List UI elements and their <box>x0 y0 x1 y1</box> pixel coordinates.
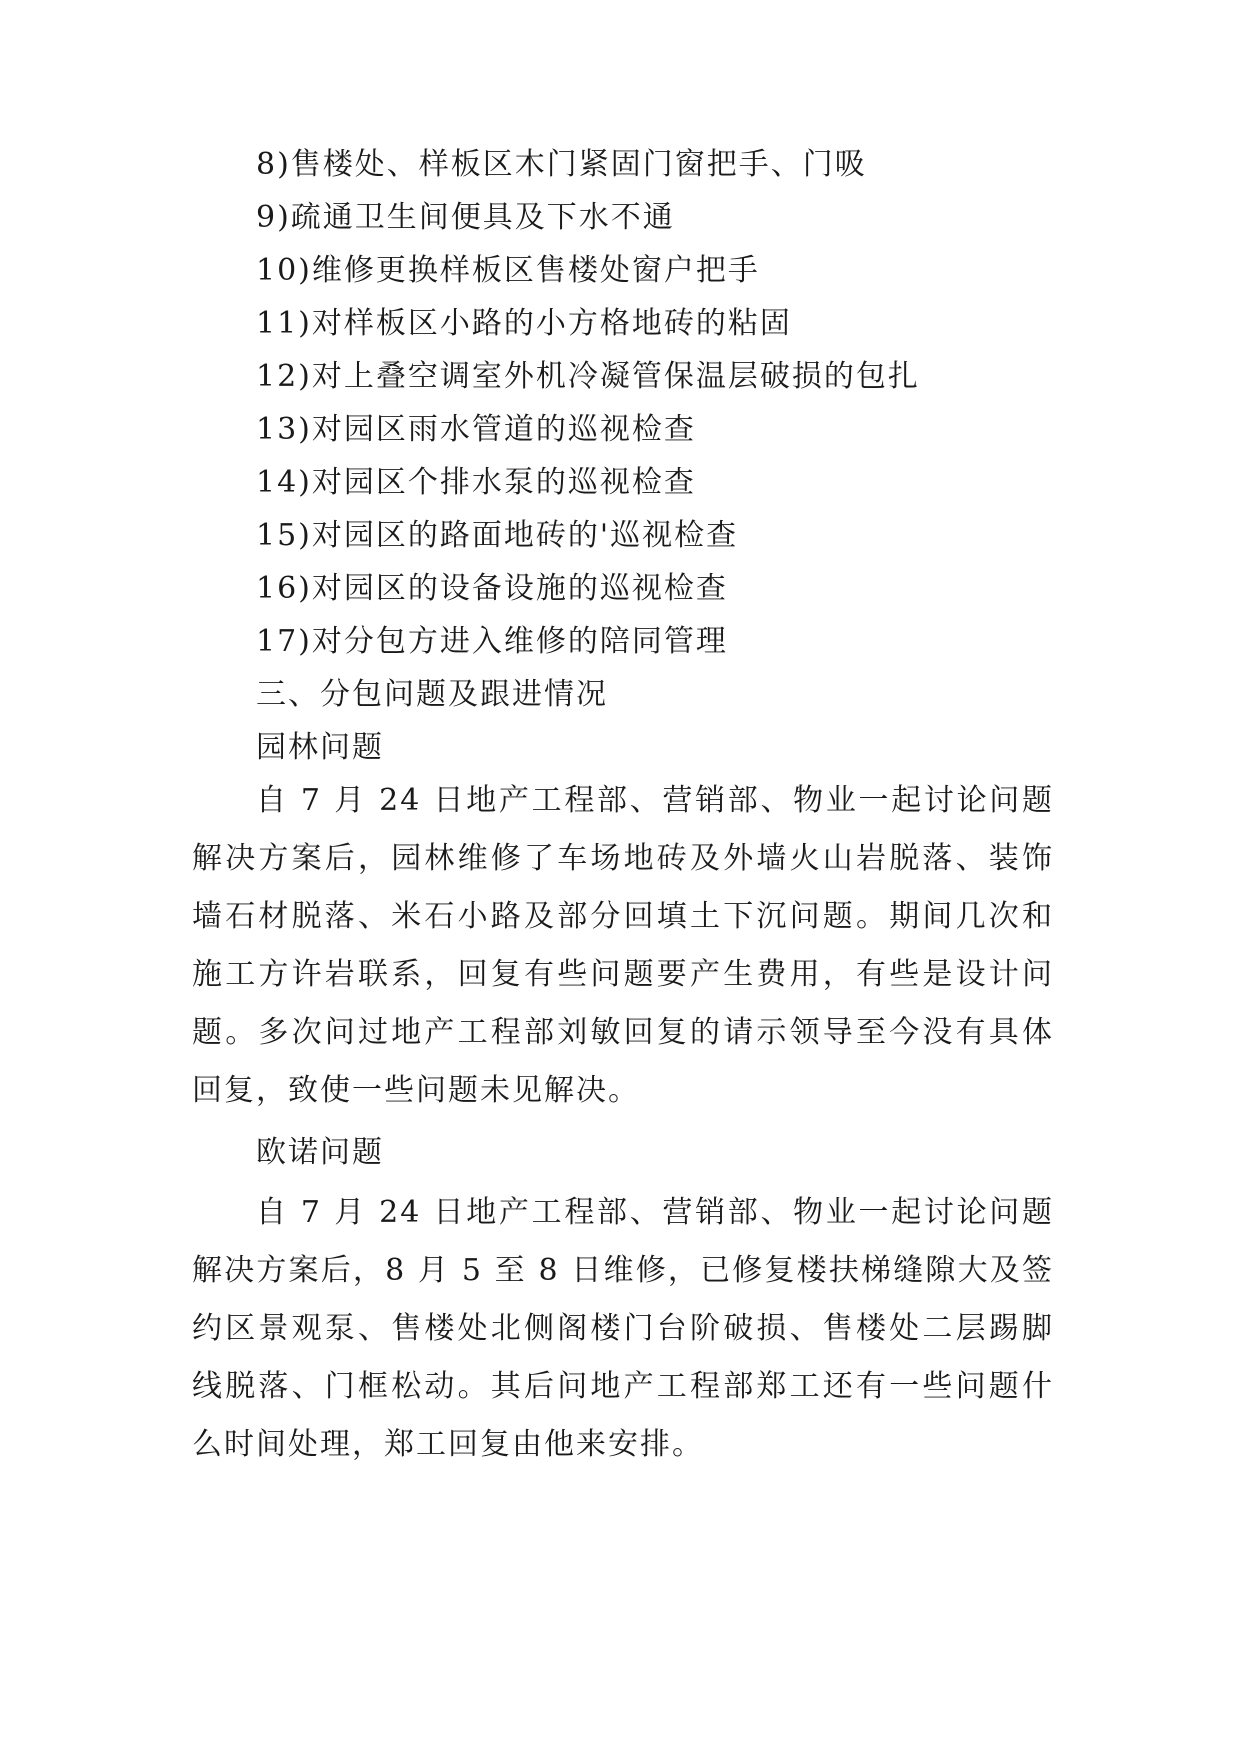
paragraph-line: 解决方案后，园林维修了车场地砖及外墙火山岩脱落、装饰 <box>192 841 1054 876</box>
paragraph-line: 线脱落、门框松动。其后问地产工程部郑工还有一些问题什 <box>192 1369 1054 1404</box>
paragraph-line: 解决方案后，8 月 5 至 8 日维修，已修复楼扶梯缝隙大及签 <box>192 1253 1054 1288</box>
list-item: 8)售楼处、样板区木门紧固门窗把手、门吸 <box>256 147 867 182</box>
paragraph-line: 约区景观泵、售楼处北侧阁楼门台阶破损、售楼处二层踢脚 <box>192 1311 1054 1346</box>
section-heading: 三、分包问题及跟进情况 <box>256 677 608 712</box>
list-item: 12)对上叠空调室外机冷凝管保温层破损的包扎 <box>256 359 920 394</box>
paragraph-line: 自 7 月 24 日地产工程部、营销部、物业一起讨论问题 <box>256 783 1054 818</box>
paragraph-line: 么时间处理，郑工回复由他来安排。 <box>192 1427 704 1462</box>
paragraph-line: 自 7 月 24 日地产工程部、营销部、物业一起讨论问题 <box>256 1195 1054 1230</box>
subsection-heading-garden: 园林问题 <box>256 730 384 765</box>
paragraph-line: 题。多次问过地产工程部刘敏回复的请示领导至今没有具体 <box>192 1015 1054 1050</box>
list-item: 15)对园区的路面地砖的'巡视检查 <box>256 518 739 553</box>
paragraph-line: 墙石材脱落、米石小路及部分回填土下沉问题。期间几次和 <box>192 899 1054 934</box>
paragraph-line: 施工方许岩联系，回复有些问题要产生费用，有些是设计问 <box>192 957 1054 992</box>
list-item: 11)对样板区小路的小方格地砖的粘固 <box>256 306 792 341</box>
list-item: 10)维修更换样板区售楼处窗户把手 <box>256 253 760 288</box>
paragraph-line: 回复，致使一些问题未见解决。 <box>192 1073 640 1108</box>
list-item: 17)对分包方进入维修的陪同管理 <box>256 624 728 659</box>
list-item: 9)疏通卫生间便具及下水不通 <box>256 200 675 235</box>
list-item: 13)对园区雨水管道的巡视检查 <box>256 412 696 447</box>
subsection-heading-ounuo: 欧诺问题 <box>256 1135 384 1170</box>
list-item: 14)对园区个排水泵的巡视检查 <box>256 465 696 500</box>
list-item: 16)对园区的设备设施的巡视检查 <box>256 571 728 606</box>
